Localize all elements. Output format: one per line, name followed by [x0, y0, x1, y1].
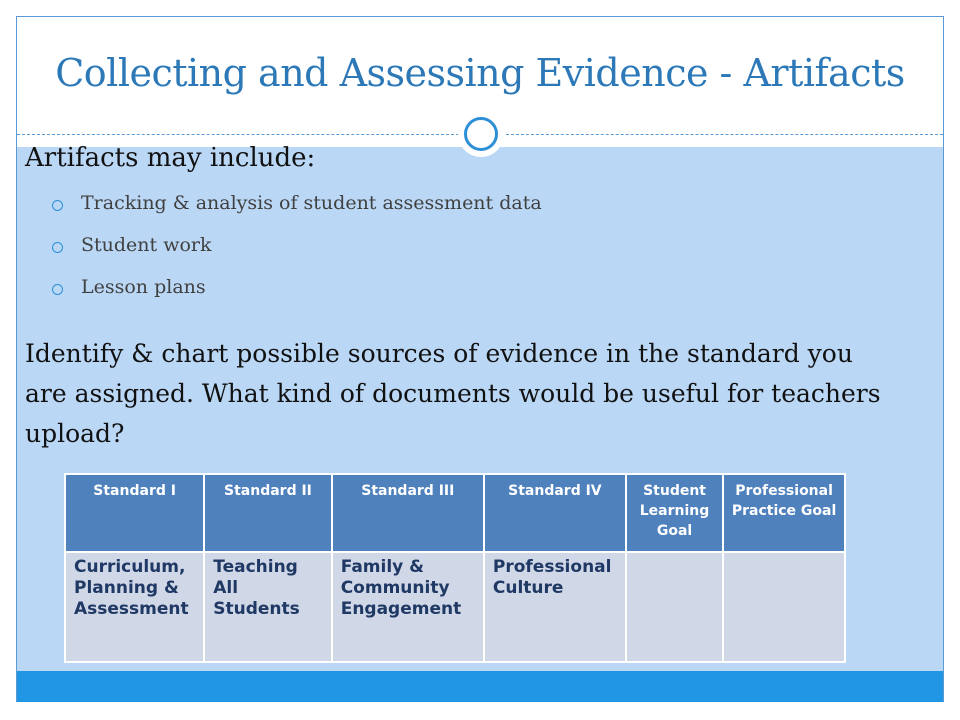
table-header-cell: Professional Practice Goal [723, 474, 845, 552]
table-cell [723, 552, 845, 662]
bullet-circle-icon [52, 200, 63, 211]
list-item-label: Tracking & analysis of student assessment data [81, 192, 542, 214]
list-item [52, 192, 542, 234]
list-item-label: Student work [81, 234, 212, 256]
table-header-cell: Standard IV [484, 474, 626, 552]
table-cell: Curriculum, Planning & Assessment [65, 552, 204, 662]
list-item-label: Lesson plans [81, 276, 206, 298]
list-item [52, 276, 542, 318]
footer-bar [17, 671, 943, 702]
instruction-text: Identify & chart possible sources of evidence in the standard you are assigned. What kind of documents would be useful for teachers upload? [25, 339, 881, 448]
slide-title: Collecting and Assessing Evidence - Artifacts [55, 51, 905, 95]
table-header-cell: Student Learning Goal [626, 474, 723, 552]
table-header-row [65, 474, 845, 552]
table-header-cell: Standard III [332, 474, 484, 552]
table-cell: Professional Culture [484, 552, 626, 662]
bullet-circle-icon [52, 284, 63, 295]
table-header-cell: Standard I [65, 474, 204, 552]
bullet-circle-icon [52, 242, 63, 253]
standards-table [64, 473, 846, 663]
table-cell [626, 552, 723, 662]
table-cell: Teaching All Students [204, 552, 331, 662]
table-row [65, 552, 845, 662]
artifacts-heading: Artifacts may include: [25, 143, 316, 173]
circle-ring [464, 117, 498, 151]
circle-ornament-icon [458, 111, 504, 157]
list-item [52, 234, 542, 276]
table-cell: Family & Community Engagement [332, 552, 484, 662]
artifacts-list [52, 192, 542, 318]
table-header-cell: Standard II [204, 474, 331, 552]
